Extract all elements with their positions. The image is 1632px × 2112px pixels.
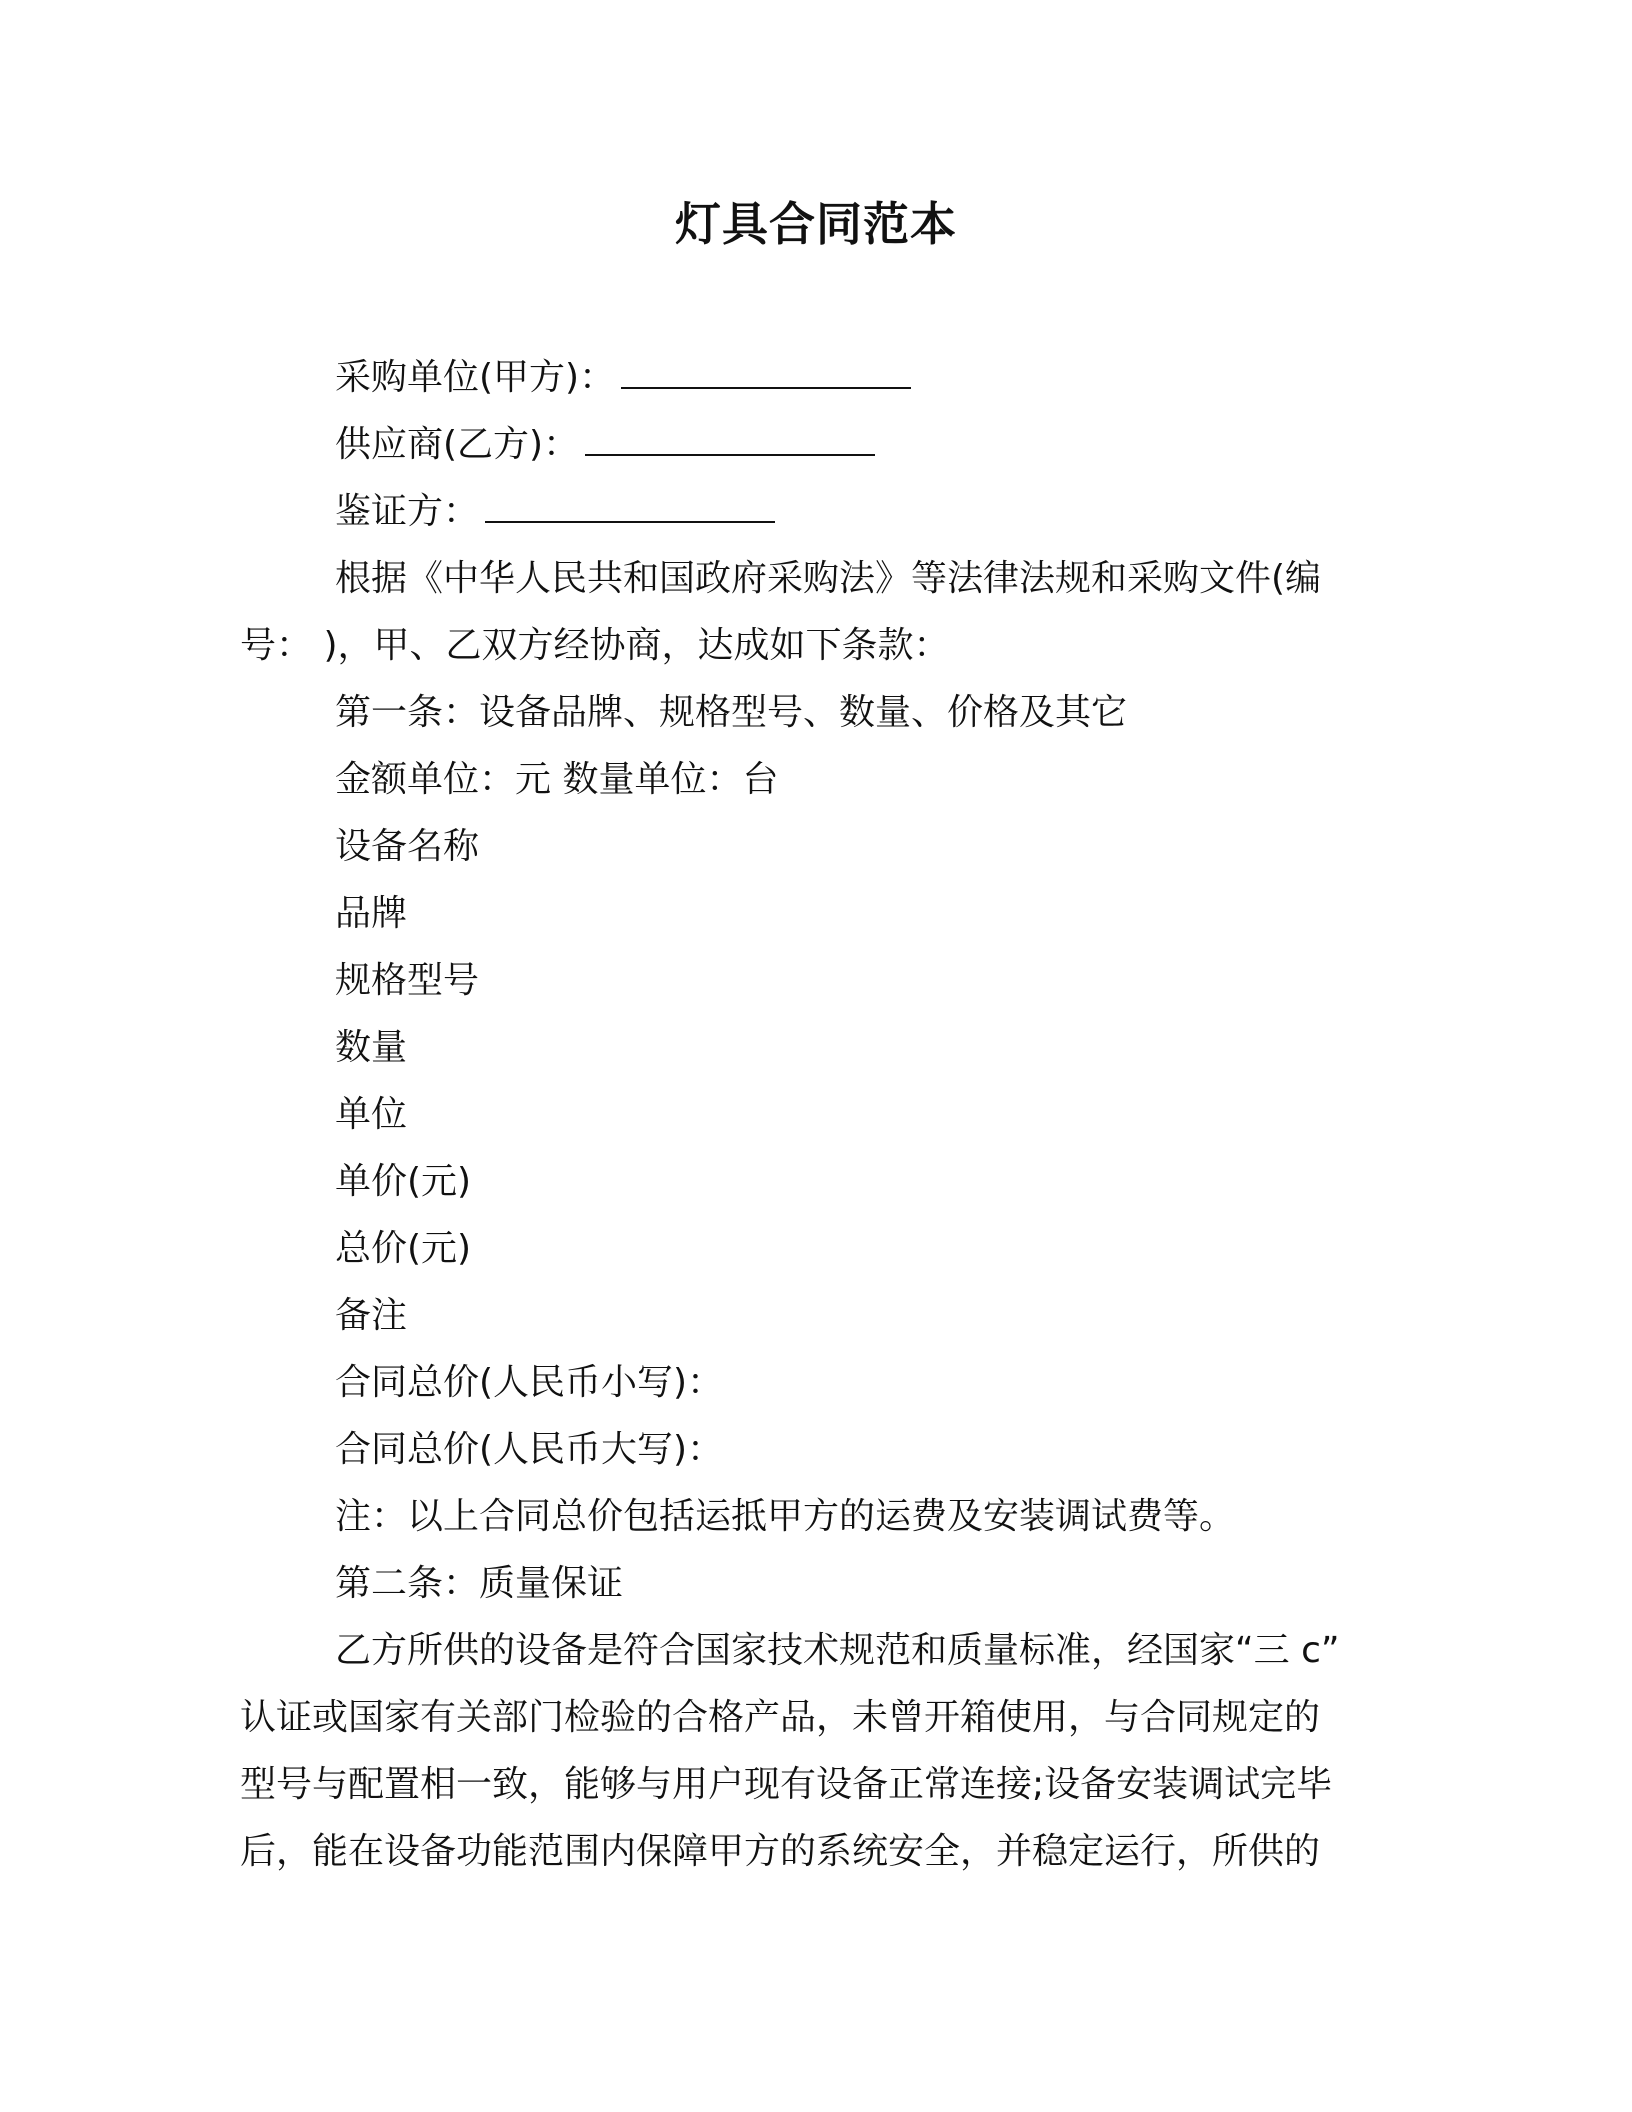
intro-paragraph-line-1: 根据《中华人民共和国政府采购法》等法律法规和采购文件(编 xyxy=(335,558,1322,599)
buyer-label: 采购单位(甲方)： xyxy=(335,357,616,398)
quality-paragraph-line-4: 后，能在设备功能范围内保障甲方的系统安全，并稳定运行，所供的 xyxy=(240,1831,1321,1872)
item-brand-label: 品牌 xyxy=(335,893,408,934)
article-2-heading: 第二条：质量保证 xyxy=(335,1563,624,1604)
total-upper-line: 合同总价(人民币大写)： xyxy=(335,1429,724,1470)
item-unit-label: 单位 xyxy=(335,1094,408,1135)
item-unit-price-label: 单价(元) xyxy=(335,1161,472,1202)
item-total-price-label: 总价(元) xyxy=(335,1228,472,1269)
item-qty-label: 数量 xyxy=(335,1027,408,1068)
supplier-label: 供应商(乙方)： xyxy=(335,424,580,465)
witness-blank xyxy=(485,481,775,523)
item-spec-label: 规格型号 xyxy=(335,960,480,1001)
witness-label: 鉴证方： xyxy=(335,491,480,532)
document-body xyxy=(240,344,1390,1885)
item-name-label: 设备名称 xyxy=(335,826,480,867)
buyer-blank xyxy=(621,347,911,389)
note-line: 注：以上合同总价包括运抵甲方的运费及安装调试费等。 xyxy=(335,1496,1236,1537)
quality-paragraph-line-2: 认证或国家有关部门检验的合格产品，未曾开箱使用，与合同规定的 xyxy=(240,1697,1321,1738)
quality-paragraph-line-1: 乙方所供的设备是符合国家技术规范和质量标准，经国家“三 c” xyxy=(335,1630,1340,1671)
article-1-heading: 第一条：设备品牌、规格型号、数量、价格及其它 xyxy=(335,692,1128,733)
item-remark-label: 备注 xyxy=(335,1295,408,1336)
units-line: 金额单位：元 数量单位：台 xyxy=(335,759,779,800)
witness-line xyxy=(240,478,1390,545)
total-lower-line: 合同总价(人民币小写)： xyxy=(335,1362,724,1403)
intro-paragraph-line-2: 号： )，甲、乙双方经协商，达成如下条款： xyxy=(240,625,950,666)
supplier-line xyxy=(240,411,1390,478)
quality-paragraph-line-3: 型号与配置相一致，能够与用户现有设备正常连接;设备安装调试完毕 xyxy=(240,1764,1333,1805)
document-title: 灯具合同范本 xyxy=(675,197,957,251)
buyer-line xyxy=(240,344,1390,411)
supplier-blank xyxy=(585,414,875,456)
